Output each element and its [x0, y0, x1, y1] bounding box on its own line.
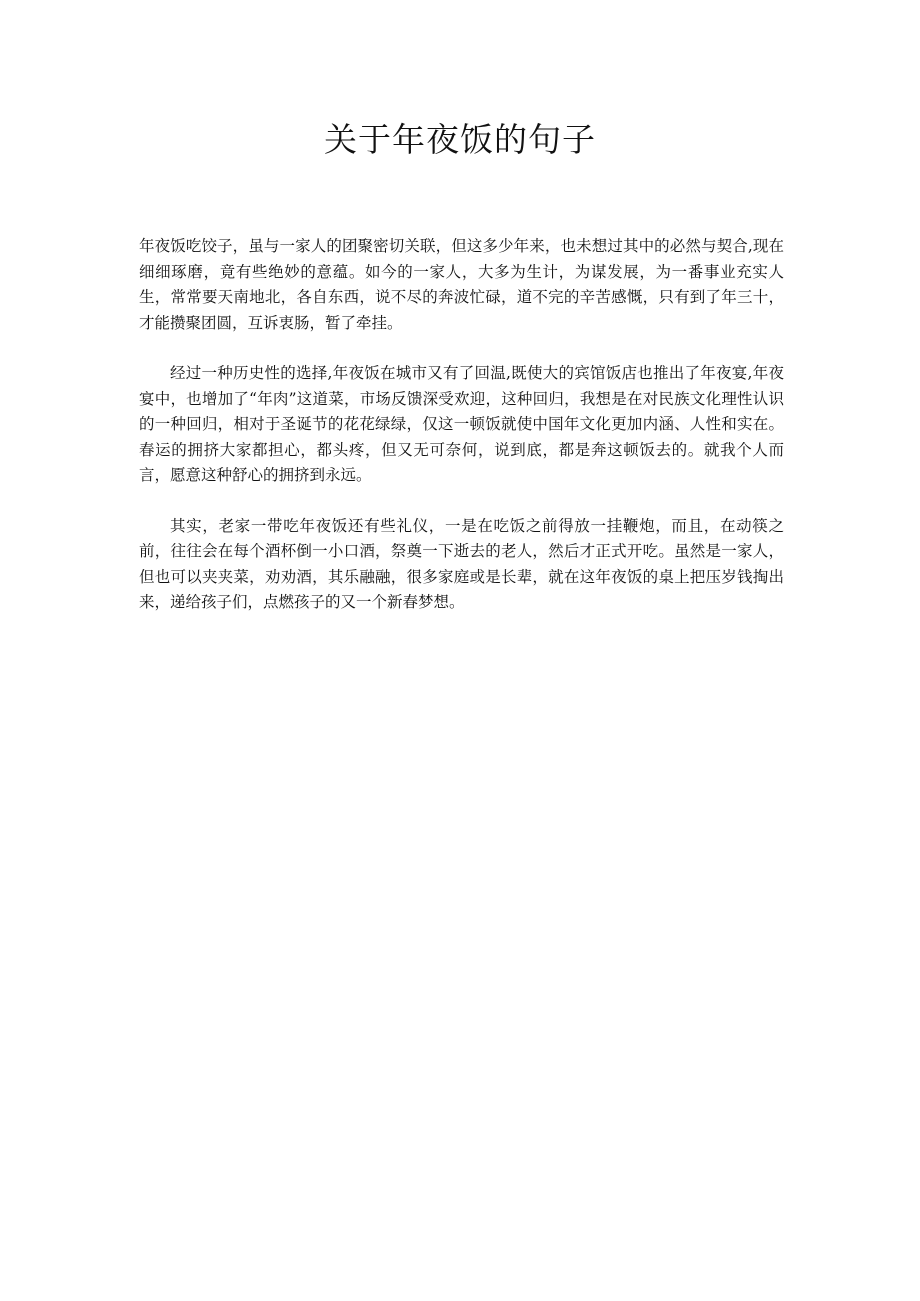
paragraph-1: 年夜饭吃饺子，虽与一家人的团聚密切关联，但这多少年来，也未想过其中的必然与契合,现在细细琢磨，竟有些绝妙的意蕴。如今的一家人，大多为生计，为谋发展，为一番事业充实人生，常常要天南地北，各自东西，说不尽的奔波忙碌，道不完的辛苦感慨，只有到了年三十，才能攒聚团圆，互诉衷肠，暂了牵挂。 — [139, 237, 784, 332]
paragraph-2: 经过一种历史性的选择,年夜饭在城市又有了回温,既使大的宾馆饭店也推出了年夜宴,年夜宴中，也增加了“年肉”这道菜，市场反馈深受欢迎，这种回归，我想是在对民族文化理性认识的一种回归，相对于圣诞节的花花绿绿，仅这一顿饭就使中国年文化更加内涵、人性和实在。春运的拥挤大家都担心，都头疼，但又无可奈何，说到底，都是奔这顿饭去的。就我个人而言，愿意这种舒心的拥挤到永远。 — [139, 364, 784, 484]
document-title: 关于年夜饭的句子 — [324, 120, 596, 159]
document-body — [139, 234, 784, 641]
paragraph-3: 其实，老家一带吃年夜饭还有些礼仪，一是在吃饭之前得放一挂鞭炮，而且，在动筷之前，往往会在每个酒杯倒一小口酒，祭奠一下逝去的老人，然后才正式开吃。虽然是一家人，但也可以夹夹菜，劝劝酒，其乐融融，很多家庭或是长辈，就在这年夜饭的桌上把压岁钱掏出来，递给孩子们，点燃孩子的又一个新春梦想。 — [139, 516, 784, 611]
